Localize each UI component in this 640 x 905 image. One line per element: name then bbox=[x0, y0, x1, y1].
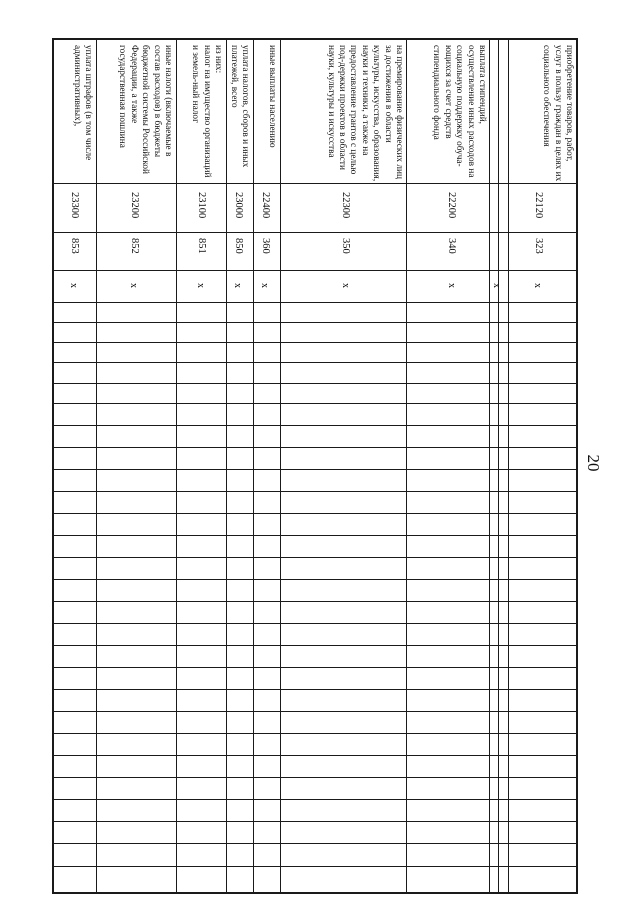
column-divider bbox=[52, 843, 578, 844]
row-line-code: 340 bbox=[446, 238, 457, 254]
column-divider bbox=[52, 232, 578, 233]
row-code: 23300 bbox=[69, 192, 80, 219]
row-code: 22120 bbox=[533, 192, 544, 219]
row-line-code: 360 bbox=[260, 238, 271, 254]
column-divider bbox=[52, 447, 578, 448]
row-mark: x bbox=[491, 283, 502, 288]
row-name: уплата штрафов (в том числе административных), bbox=[71, 45, 93, 161]
row-line-code: 323 bbox=[533, 238, 544, 254]
column-divider bbox=[52, 623, 578, 624]
table-border-left bbox=[52, 38, 54, 893]
row-code: 23000 bbox=[233, 192, 244, 219]
column-divider bbox=[52, 821, 578, 822]
row-mark: x bbox=[340, 283, 351, 288]
row-name: выплата стипендий, осуществление иных расходов на социальную поддержку обуча-ющихся за счет средств стипендиального фонда bbox=[431, 45, 487, 178]
column-divider bbox=[52, 469, 578, 470]
column-divider bbox=[52, 579, 578, 580]
row-line-code: 850 bbox=[233, 238, 244, 254]
row-mark: x bbox=[446, 283, 457, 288]
row-name: приобретение товаров, работ, услуг в пользу граждан в целях их социального обеспечения bbox=[541, 45, 574, 182]
table-border-top bbox=[52, 38, 578, 40]
row-name: иные выплаты населению bbox=[267, 45, 277, 148]
column-divider bbox=[52, 491, 578, 492]
column-divider bbox=[52, 425, 578, 426]
column-divider bbox=[52, 711, 578, 712]
column-divider bbox=[52, 866, 578, 867]
row-code: 22400 bbox=[260, 192, 271, 219]
column-divider bbox=[52, 557, 578, 558]
table-border-bottom bbox=[52, 892, 578, 894]
row-name: из них: налог на имущество организаций и земель-ный налог bbox=[190, 45, 223, 178]
column-divider bbox=[52, 302, 578, 303]
column-divider bbox=[52, 667, 578, 668]
row-code: 22200 bbox=[446, 192, 457, 219]
row-mark: x bbox=[128, 283, 139, 288]
column-divider bbox=[52, 342, 578, 343]
table-border-right bbox=[576, 38, 578, 893]
row-code: 23100 bbox=[196, 192, 207, 219]
column-divider bbox=[52, 689, 578, 690]
column-divider bbox=[52, 183, 578, 184]
column-divider bbox=[52, 513, 578, 514]
row-code: 23200 bbox=[129, 192, 140, 219]
column-divider bbox=[52, 322, 578, 323]
row-divider bbox=[176, 38, 177, 893]
row-mark: x bbox=[68, 283, 79, 288]
column-divider bbox=[52, 601, 578, 602]
page-number-text: 20 bbox=[584, 454, 603, 472]
row-line-code: 851 bbox=[196, 238, 207, 254]
row-mark: x bbox=[532, 283, 543, 288]
row-name: уплата налогов, сборов и иных платежей, всего bbox=[228, 45, 250, 168]
column-divider bbox=[52, 777, 578, 778]
row-line-code: 853 bbox=[69, 238, 80, 254]
column-divider bbox=[52, 383, 578, 384]
column-divider bbox=[52, 535, 578, 536]
row-divider bbox=[96, 38, 97, 893]
row-name: иные налоги (включаемые в состав расходов) в бюджеты бюджетной системы Российской Федерации, а также государственная пошлина bbox=[117, 45, 173, 175]
column-divider bbox=[52, 403, 578, 404]
row-divider bbox=[253, 38, 254, 893]
row-divider bbox=[489, 38, 490, 893]
column-divider bbox=[52, 733, 578, 734]
row-mark: x bbox=[232, 283, 243, 288]
column-divider bbox=[52, 799, 578, 800]
row-mark: x bbox=[195, 283, 206, 288]
row-code: 22300 bbox=[340, 192, 351, 219]
page-number bbox=[583, 443, 603, 483]
row-line-code: 852 bbox=[129, 238, 140, 254]
column-divider bbox=[52, 362, 578, 363]
column-divider bbox=[52, 645, 578, 646]
row-line-code: 350 bbox=[340, 238, 351, 254]
row-mark: x bbox=[259, 283, 270, 288]
row-divider bbox=[498, 38, 499, 893]
row-divider bbox=[406, 38, 407, 893]
row-name: на премирование физических лиц за достижения в области культуры, искусства, образования, науки и техники, а также на предоставление грантов с целью под-держки проектов в области науки, культуры и искусства bbox=[325, 45, 404, 182]
row-divider bbox=[280, 38, 281, 893]
row-divider bbox=[508, 38, 509, 893]
column-divider bbox=[52, 270, 578, 271]
column-divider bbox=[52, 755, 578, 756]
